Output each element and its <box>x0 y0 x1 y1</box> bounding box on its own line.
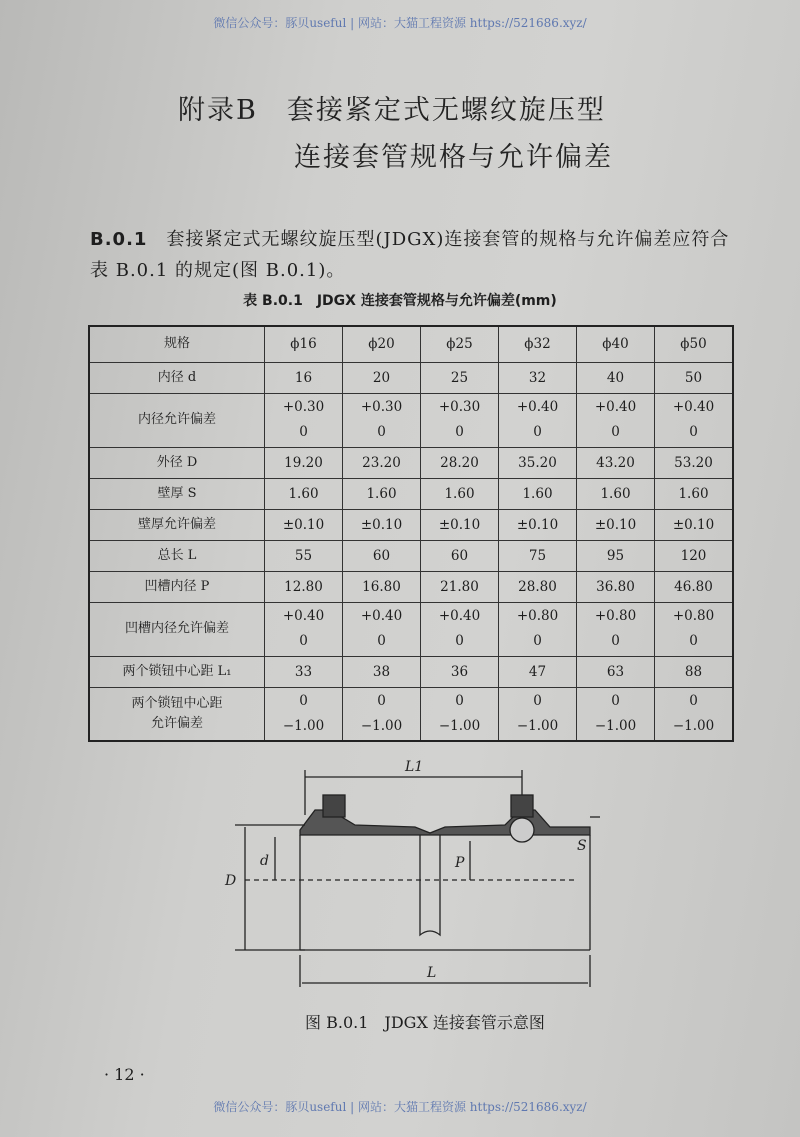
upper-deviation: +0.40 <box>438 608 481 624</box>
upper-deviation: +0.40 <box>516 399 559 415</box>
cell: 88 <box>655 656 734 687</box>
cell <box>577 393 655 447</box>
cell: 38 <box>343 656 421 687</box>
row-label: 壁厚允许偏差 <box>89 509 265 540</box>
cell: 20 <box>343 362 421 393</box>
cell: 1.60 <box>499 478 577 509</box>
cell: 40 <box>577 362 655 393</box>
table-row <box>89 602 733 656</box>
cell <box>343 393 421 447</box>
cell: ±0.10 <box>421 509 499 540</box>
table-row <box>89 447 733 478</box>
cell <box>499 393 577 447</box>
upper-deviation: +0.40 <box>360 608 403 624</box>
header-spec: ϕ16 <box>265 326 343 362</box>
cell: 35.20 <box>499 447 577 478</box>
upper-deviation: 0 <box>533 692 542 709</box>
watermark-top: 微信公众号：豚贝useful | 网站：大猫工程资源 https://521686.xyz/ <box>213 16 587 30</box>
cell: 47 <box>499 656 577 687</box>
lower-deviation: 0 <box>299 424 308 440</box>
row-label: 外径 D <box>89 447 265 478</box>
cell: 12.80 <box>265 571 343 602</box>
cell <box>577 602 655 656</box>
header-spec: ϕ25 <box>421 326 499 362</box>
watermark-bottom: 微信公众号：豚贝useful | 网站：大猫工程资源 https://521686.xyz/ <box>213 1100 587 1114</box>
table-row <box>89 687 733 741</box>
lower-deviation: 0 <box>299 633 308 649</box>
row-label <box>89 687 265 741</box>
cell <box>265 687 343 741</box>
cell <box>343 687 421 741</box>
cell <box>577 687 655 741</box>
cell: ±0.10 <box>343 509 421 540</box>
lower-deviation: 0 <box>377 424 386 440</box>
cell: 95 <box>577 540 655 571</box>
cell: ±0.10 <box>577 509 655 540</box>
row-label: 凹槽内径 P <box>89 571 265 602</box>
cell <box>421 687 499 741</box>
sleeve-diagram <box>205 755 605 1005</box>
cell: 36 <box>421 656 499 687</box>
header-spec: ϕ20 <box>343 326 421 362</box>
cell: ±0.10 <box>499 509 577 540</box>
table-row <box>89 509 733 540</box>
appendix-title-line1: 附录B 套接紧定式无螺纹旋压型 <box>178 95 606 126</box>
table-header-row <box>89 326 733 362</box>
label-P: P <box>455 855 465 871</box>
upper-deviation: 0 <box>299 692 308 709</box>
cell <box>655 602 734 656</box>
cell: 23.20 <box>343 447 421 478</box>
cell: 16 <box>265 362 343 393</box>
row-label: 内径允许偏差 <box>89 393 265 447</box>
cell: 63 <box>577 656 655 687</box>
label-d: d <box>260 853 269 869</box>
cell: 55 <box>265 540 343 571</box>
cell: 1.60 <box>577 478 655 509</box>
lower-deviation: 0 <box>611 633 620 649</box>
cell: ±0.10 <box>655 509 734 540</box>
cell: 1.60 <box>343 478 421 509</box>
upper-deviation: +0.30 <box>438 399 481 415</box>
cell: 28.20 <box>421 447 499 478</box>
label-D: D <box>225 873 237 889</box>
cell: 16.80 <box>343 571 421 602</box>
upper-deviation: +0.80 <box>594 608 637 624</box>
appendix-title-line2: 连接套管规格与允许偏差 <box>294 142 613 173</box>
lower-deviation: 0 <box>455 424 464 440</box>
clause-text: 套接紧定式无螺纹旋压型(JDGX)连接套管的规格与允许偏差应符合表 B.0.1 的规定(图 B.0.1)。 <box>90 229 730 281</box>
cell: 60 <box>343 540 421 571</box>
cell <box>265 602 343 656</box>
row-label: 壁厚 S <box>89 478 265 509</box>
row-label: 总长 L <box>89 540 265 571</box>
cell: 19.20 <box>265 447 343 478</box>
clause-paragraph <box>90 224 740 286</box>
cell: 53.20 <box>655 447 734 478</box>
lower-deviation: −1.00 <box>672 717 715 734</box>
cell <box>499 602 577 656</box>
lower-deviation: −1.00 <box>516 717 559 734</box>
table-row <box>89 362 733 393</box>
cell: 60 <box>421 540 499 571</box>
row-label: 内径 d <box>89 362 265 393</box>
lower-deviation: −1.00 <box>282 717 325 734</box>
table-row <box>89 540 733 571</box>
lower-deviation: 0 <box>689 424 698 440</box>
table-row <box>89 393 733 447</box>
cell <box>343 602 421 656</box>
cell: 46.80 <box>655 571 734 602</box>
lower-deviation: 0 <box>611 424 620 440</box>
table-row <box>89 571 733 602</box>
lower-deviation: 0 <box>533 424 542 440</box>
cell: 75 <box>499 540 577 571</box>
page-number: · 12 · <box>104 1065 145 1084</box>
cell: 28.80 <box>499 571 577 602</box>
lower-deviation: 0 <box>455 633 464 649</box>
upper-deviation: 0 <box>611 692 620 709</box>
cell: 50 <box>655 362 734 393</box>
upper-deviation: +0.30 <box>360 399 403 415</box>
header-spec: ϕ50 <box>655 326 734 362</box>
lower-deviation: 0 <box>533 633 542 649</box>
header-spec: ϕ40 <box>577 326 655 362</box>
label-L: L <box>427 965 437 981</box>
lower-deviation: 0 <box>377 633 386 649</box>
cell: 43.20 <box>577 447 655 478</box>
cell: 25 <box>421 362 499 393</box>
upper-deviation: 0 <box>689 692 698 709</box>
cell: 36.80 <box>577 571 655 602</box>
cell <box>265 393 343 447</box>
cell <box>421 393 499 447</box>
cell <box>655 687 734 741</box>
row-label-line2: 允许偏差 <box>150 715 203 731</box>
cell: ±0.10 <box>265 509 343 540</box>
lower-deviation: 0 <box>689 633 698 649</box>
table-row <box>89 478 733 509</box>
table-caption: 表 B.0.1 JDGX 连接套管规格与允许偏差(mm) <box>243 293 557 309</box>
cell: 21.80 <box>421 571 499 602</box>
table-row <box>89 656 733 687</box>
spec-table <box>88 325 734 742</box>
row-label: 凹槽内径允许偏差 <box>89 602 265 656</box>
cell <box>499 687 577 741</box>
figure-caption: 图 B.0.1 JDGX 连接套管示意图 <box>305 1013 545 1032</box>
clause-number: B.0.1 <box>90 229 148 250</box>
row-label: 两个锁钮中心距 L₁ <box>89 656 265 687</box>
upper-deviation: +0.40 <box>282 608 325 624</box>
upper-deviation: +0.40 <box>672 399 715 415</box>
lower-deviation: −1.00 <box>594 717 637 734</box>
cell: 120 <box>655 540 734 571</box>
upper-deviation: +0.40 <box>594 399 637 415</box>
label-S: S <box>577 838 587 854</box>
upper-deviation: +0.80 <box>516 608 559 624</box>
header-spec: ϕ32 <box>499 326 577 362</box>
lower-deviation: −1.00 <box>360 717 403 734</box>
header-label: 规格 <box>89 326 265 362</box>
cell: 1.60 <box>421 478 499 509</box>
cell: 32 <box>499 362 577 393</box>
row-label-line1: 两个锁钮中心距 <box>131 695 223 711</box>
cell <box>421 602 499 656</box>
cell <box>655 393 734 447</box>
lower-deviation: −1.00 <box>438 717 481 734</box>
label-L1: L1 <box>405 759 424 775</box>
cell: 33 <box>265 656 343 687</box>
upper-deviation: +0.30 <box>282 399 325 415</box>
cell: 1.60 <box>265 478 343 509</box>
upper-deviation: 0 <box>455 692 464 709</box>
upper-deviation: 0 <box>377 692 386 709</box>
upper-deviation: +0.80 <box>672 608 715 624</box>
cell: 1.60 <box>655 478 734 509</box>
